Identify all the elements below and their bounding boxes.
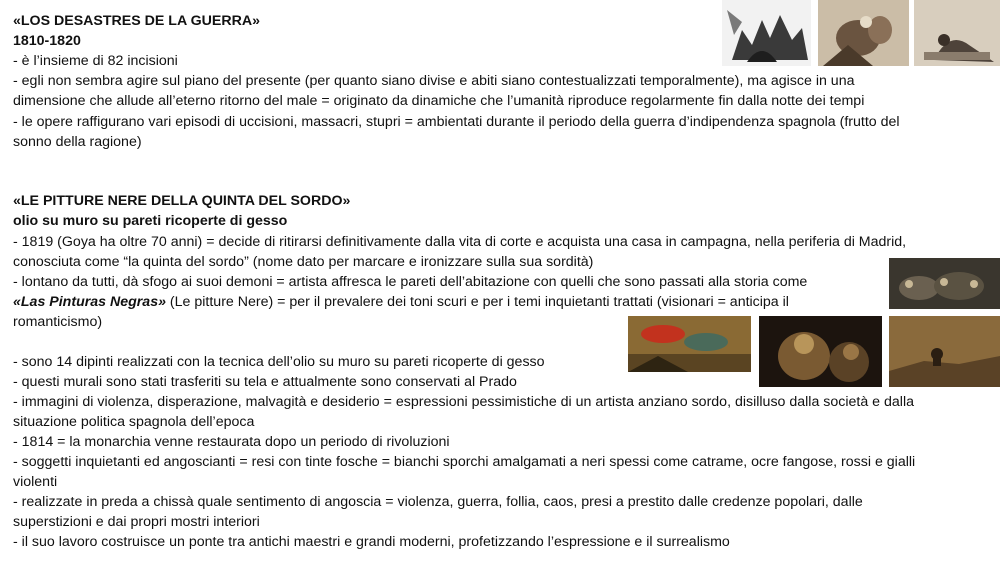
pinturas-negras-line xyxy=(13,292,789,312)
section2-line: - lontano da tutti, dà sfogo ai suoi demoni = artista affresca le pareti dell’abitazione con quelli che sono passati alla storia come xyxy=(13,274,808,290)
section2-line: - immagini di violenza, disperazione, malvagità e desiderio = espressioni pessimistiche di un artista anziano sordo, disilluso dalla società e dalla xyxy=(13,394,914,410)
section2-line: - realizzate in preda a chissà quale sentimento di angoscia = violenza, guerra, follia, caos, presi a prestito dalle credenze popolari, dalle xyxy=(13,494,863,510)
pintura-negra-3-image xyxy=(759,316,882,387)
pintura-negra-1-image xyxy=(889,258,1000,309)
section2-line: conosciuta come “la quinta del sordo” (nome dato per marcare e ironizzare sulla sua sordità) xyxy=(13,254,594,270)
section1-line: - le opere raffigurano vari episodi di uccisioni, massacri, stupri = ambientati durante il periodo della guerra d’indipendenza spagnola (frutto del xyxy=(13,114,900,130)
section2-line: - 1814 = la monarchia venne restaurata dopo un periodo di rivoluzioni xyxy=(13,434,450,450)
pintura-negra-4-image xyxy=(889,316,1000,387)
section2-line: - soggetti inquietanti ed angoscianti = resi con tinte fosche = bianchi sporchi amalgamati a neri spessi come catrame, ocre fangose, rossi e gialli xyxy=(13,454,916,470)
pinturas-negras-title: «Las Pinturas Negras» xyxy=(13,294,166,310)
section1-line: sonno della ragione) xyxy=(13,134,142,150)
section2-line: romanticismo) xyxy=(13,314,103,330)
section2-subtitle: olio su muro su pareti ricoperte di gesso xyxy=(13,213,288,229)
pintura-negra-2-image xyxy=(628,316,751,372)
section2-line: violenti xyxy=(13,474,58,490)
section1-line: - egli non sembra agire sul piano del presente (per quanto siano divise e abiti siano contestualizzati temporalmente), ma agisce in una xyxy=(13,73,855,89)
section2-line: - il suo lavoro costruisce un ponte tra antichi maestri e grandi moderni, profetizzando l’espressione e il surrealismo xyxy=(13,534,730,550)
section1-dates: 1810-1820 xyxy=(13,33,81,49)
section2-title: «LE PITTURE NERE DELLA QUINTA DEL SORDO» xyxy=(13,193,351,209)
section2-line: superstizioni e dai propri mostri interiori xyxy=(13,514,260,530)
section2-line: - sono 14 dipinti realizzati con la tecnica dell’olio su muro su pareti ricoperte di gesso xyxy=(13,354,545,370)
desastres-etching-1-image xyxy=(722,0,811,66)
section1-line: dimensione che allude all’eterno ritorno del male = originato da dinamiche che l’umanità riproduce regolarmente fin dalla notte dei tempi xyxy=(13,93,865,109)
desastres-etching-3-image xyxy=(914,0,1000,66)
desastres-etching-2-image xyxy=(818,0,909,66)
section2-line: - questi murali sono stati trasferiti su tela e attualmente sono conservati al Prado xyxy=(13,374,517,390)
section2-line: - 1819 (Goya ha oltre 70 anni) = decide di ritirarsi definitivamente dalla vita di corte e acquista una casa in campagna, nella periferia di Madrid, xyxy=(13,234,907,250)
section1-title: «LOS DESASTRES DE LA GUERRA» xyxy=(13,13,261,29)
pinturas-negras-rest: (Le pitture Nere) = per il prevalere dei toni scuri e per i temi inquietanti trattati (visionari = anticipa il xyxy=(165,294,789,310)
section2-line: situazione politica spagnola dell’epoca xyxy=(13,414,255,430)
section1-line: - è l’insieme di 82 incisioni xyxy=(13,53,178,69)
